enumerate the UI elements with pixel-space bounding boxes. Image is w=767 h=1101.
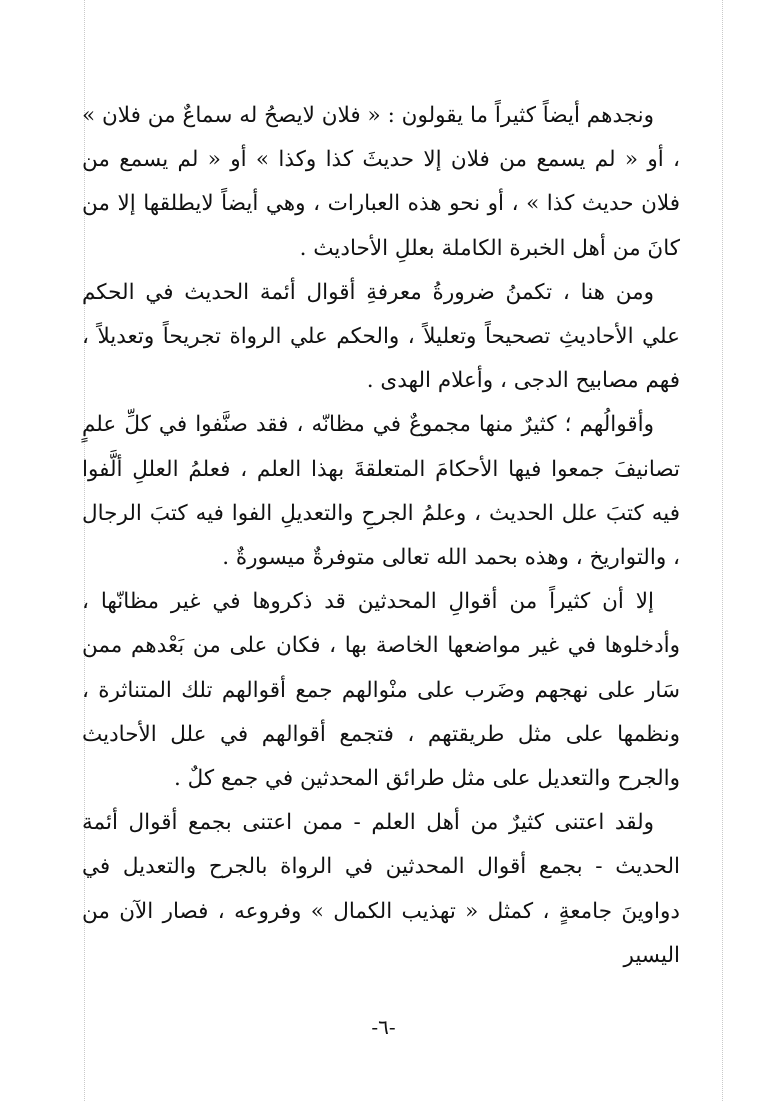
- page-number: -٦-: [371, 1015, 396, 1039]
- body-text: [82, 94, 680, 978]
- paragraph-5: ولقد اعتنى كثيرٌ من أهل العلم - ممن اعتنى بجمع أقوال أئمة الحديث - بجمع أقوال المحدثين في الرواة بالجرح والتعديل في دواوينَ جامعةٍ ، كمثل « تهذيب الكمال » وفروعه ، فصار الآن من اليسير: [82, 810, 680, 968]
- paragraph-3: وأقوالُهم ؛ كثيرٌ منها مجموعٌ في مظانّه ، فقد صنَّفوا في كلِّ علمٍ تصانيفَ جمعوا فيها الأحكامَ المتعلقةَ بهذا العلم ، فعلمُ العللِ ألَّفوا فيه كتبَ علل الحديث ، وعلمُ الجرحِ والتعديلِ الفوا فيه كتبَ الرجال ، والتواريخ ، وهذه بحمد الله تعالى متوفرةٌ ميسورةٌ .: [82, 412, 680, 571]
- scan-margin-line-right: [722, 0, 723, 1101]
- paragraph-2: ومن هنا ، تكمنُ ضرورةُ معرفةِ أقوال أئمة الحديث في الحكم علي الأحاديثِ تصحيحاً وتعليلاً ، والحكم علي الرواة تجريحاً وتعديلاً ، فهم مصابيح الدجى ، وأعلام الهدى .: [82, 279, 680, 394]
- paragraph-1: ونجدهم أيضاً كثيراً ما يقولون : « فلان لايصحُ له سماعٌ من فلان » ، أو « لم يسمع من فلان إلا حديثَ كذا وكذا » أو « لم يسمع من فلان حديث كذا » ، أو نحو هذه العبارات ، وهي أيضاً لايطلقها إلا من كانَ من أهل الخبرة الكاملة بعللِ الأحاديث .: [82, 103, 680, 261]
- paragraph-4: إلا أن كثيراً من أقوالِ المحدثين قد ذكروها في غير مظانّها ، وأدخلوها في غير مواضعها الخاصة بها ، فكان على من بَعْدهم ممن سَار على نهجهم وضَرب على منْوالهم جمع أقوالهم تلك المتناثرة ، ونظمها على مثل طريقتهم ، فتجمع أقوالهم في علل الأحاديث والجرح والتعديل على مثل طرائق المحدثين في جمع كلٌ .: [82, 589, 680, 792]
